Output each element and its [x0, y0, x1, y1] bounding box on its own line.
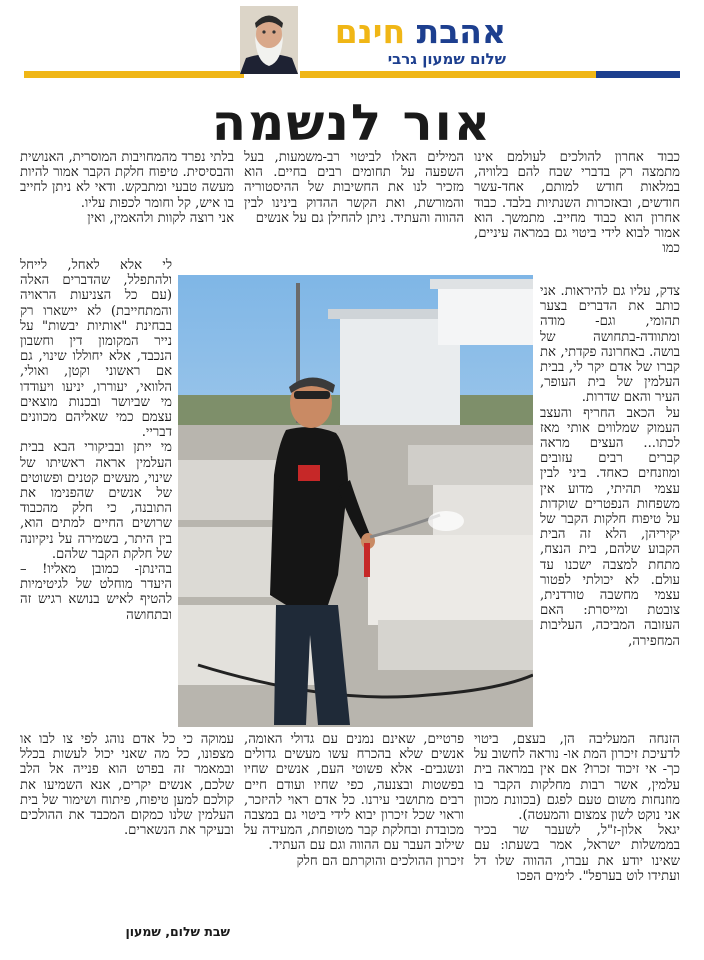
paragraph: צדק, עליו גם להיראות. אני כותב את הדברים בצער תהומי, וגם- מודה ומתוודה-בתחושה של בושה. באחרונה פקדתי, את קברו של אדם יקר לי, בבית העלמין של בית העופר, העיר והאם שדרות.: [540, 284, 680, 406]
paragraph: כבוד אחרון להולכים לעולמם אינו מתמצה רק בדברי שבח להם בלוויה, במלאות חודש למותם, אחד-עשר חודשים, ובאזכרות השנתיות בלבד. כבוד אחרון הוא כבוד מחייב. מתמשך. הוא אמור לבוא לידי ביטוי גם במראה עיניים, כמו: [474, 150, 680, 257]
paragraph: על הכאב החריף והעצב העמוק שמלווים אותי מאז לכתו... העצים מראה קברים רבים עזובים ומוזנחים כאחד. ביני לבין עצמי תהיתי, מדוע אין משפחות הנפטרים שוקדות על טיפוח חלקות הקבר של יקיריהן, הלא זה הבית הקבוע שלהם, בית הנצח, מתחת למצבה ישכנו עד עולם. לא יכולתי לפטור עצמי מחשבה טורדנית, צובטת ומייסרת: האם העזובה המביכה, העליבות המחפירה,: [540, 405, 680, 649]
column-left-mid: [20, 258, 172, 728]
paragraph: פרטיים, שאינם נמנים עם גדולי האומה, אנשים שלא בהכרח עשו מעשים גדולים ונשגבים- אלא פשוטי העם, אנשים שחיו בפשטות ובצנעה, כפי שחיו ועודם חיים רבים מתושבי עירנו. כל אדם ראוי להיזכר, וראוי שכל זיכרון יבוא לידי ביטוי גם במצבה מכובדת ובחלקת קבר מטופחת, המעידה על שילוב העבר עם ההווה וגם עם העתיד.: [244, 732, 464, 854]
author-byline: שלום שמעון גרבי: [387, 50, 506, 68]
column-title: [306, 14, 506, 50]
paragraph: אני רוצה לקוות ולהאמין, ואין: [87, 210, 234, 226]
column-right-top: [474, 150, 680, 282]
header-bar-yellow: [300, 71, 596, 78]
column-right-mid: [540, 284, 680, 732]
paragraph: המילים האלו לביטוי רב-משמעות, בעל השפעה על תחומים רבים בחיים. הוא מזכיר לנו את החשיבות של ההיסטוריה והמורשת, ואת הקשר ההדוק בינינו לבין ההווה והעתיד. ניתן להחילן גם על אנשים: [244, 150, 464, 226]
column-left-top: [20, 150, 234, 270]
paragraph: יגאל אלון-ז"ל, לשעבר שר בכיר בממשלות ישראל, אמר בשעתו: עם שאינו יודע את עברו, ההווה שלו דל ועתידו לוט בערפל". לימים הפכו: [474, 823, 680, 884]
paragraph: הזנחה המעליבה הן, בעצם, ביטוי לדעיכת זיכרון המת או- נוראה לחשוב על כך- אי זיכוד זכרו? אם אין במראה בית עלמין, אשר רבות מחלקות הקבר בו מוזנחות משום טעם לפגם (בכוונת מכוון אני נוקט לשון צמצום והמעטה).: [474, 732, 680, 824]
column-title-word1: אהבת: [416, 12, 506, 51]
column-center-top: [244, 150, 464, 270]
signature: שבת שלום, שמעון: [125, 924, 230, 939]
header-bar-blue: [596, 71, 680, 78]
paragraph: בלתי נפרד מהמחויבות המוסרית, האנושית והבסיסית. טיפוח חלקת הקבר אמור להיות מעשה טבעי ומתבקש. ודאי לא ניתן לחייב בו איש, קל וחומר לכפות עליו.: [20, 150, 234, 211]
header-bar-left: [24, 71, 244, 78]
column-header: [0, 0, 704, 90]
column-title-word2: חינם: [334, 12, 406, 51]
paragraph: זיכרון ההולכים והוקרתם הם חלק: [296, 853, 464, 869]
article-headline: אור לנשמה: [211, 94, 493, 152]
paragraph: עמוקה כי כל אדם נוהג לפי צו לבו או מצפונו, כל מה שאני יכול לעשות בכלל ובמאמר זה בפרט הוא פנייה אל הלב שלכם, אנשים יקרים, אנא השמיעו את קולכם למען טיפוח, פיתוח ושימור של בית העלמין שלנו כמקום המכבד את ההולכים ובעיקר את הנשארים.: [20, 732, 234, 839]
author-portrait: [240, 6, 298, 74]
paragraph: לי אלא לאחל, לייחל ולהתפלל, שהדברים האלה (עם כל הצניעות הראויה והמתחייבת) לא יישארו רק בבחינת "אותיות יבשות" על נייר המקומון דין וחשבון הנכבד, אלא יחוללו שינוי, גם אם ראשוני וקטן, ואולי, הלוואי, יעוררו, יניעו ויעודדו מי שביושר ובכנות מוצאים עצמם כמי שאליהם מכוונים דבריי.: [20, 258, 172, 441]
column-center-bottom: [244, 732, 464, 942]
paragraph: בהינתן- כמובן מאליו! – היעדר מוחלט של לגיטימיות להטיף לאיש בנושא רגיש זה ובתחושה: [20, 562, 172, 623]
column-right-bottom: [474, 732, 680, 942]
cemetery-photo: [178, 275, 533, 727]
column-left-bottom: [20, 732, 234, 912]
paragraph: מי ייתן ובביקורי הבא בבית העלמין אראה ראשיתו של שינוי, מעשים קטנים ופשוטים של אנשים שהפנימו את התובנה, כי חלק מהכבוד שרושים החיים למתים הוא, בין היתר, בשמירה על ניקיונה של חלקת הקבר שלהם.: [20, 440, 172, 562]
